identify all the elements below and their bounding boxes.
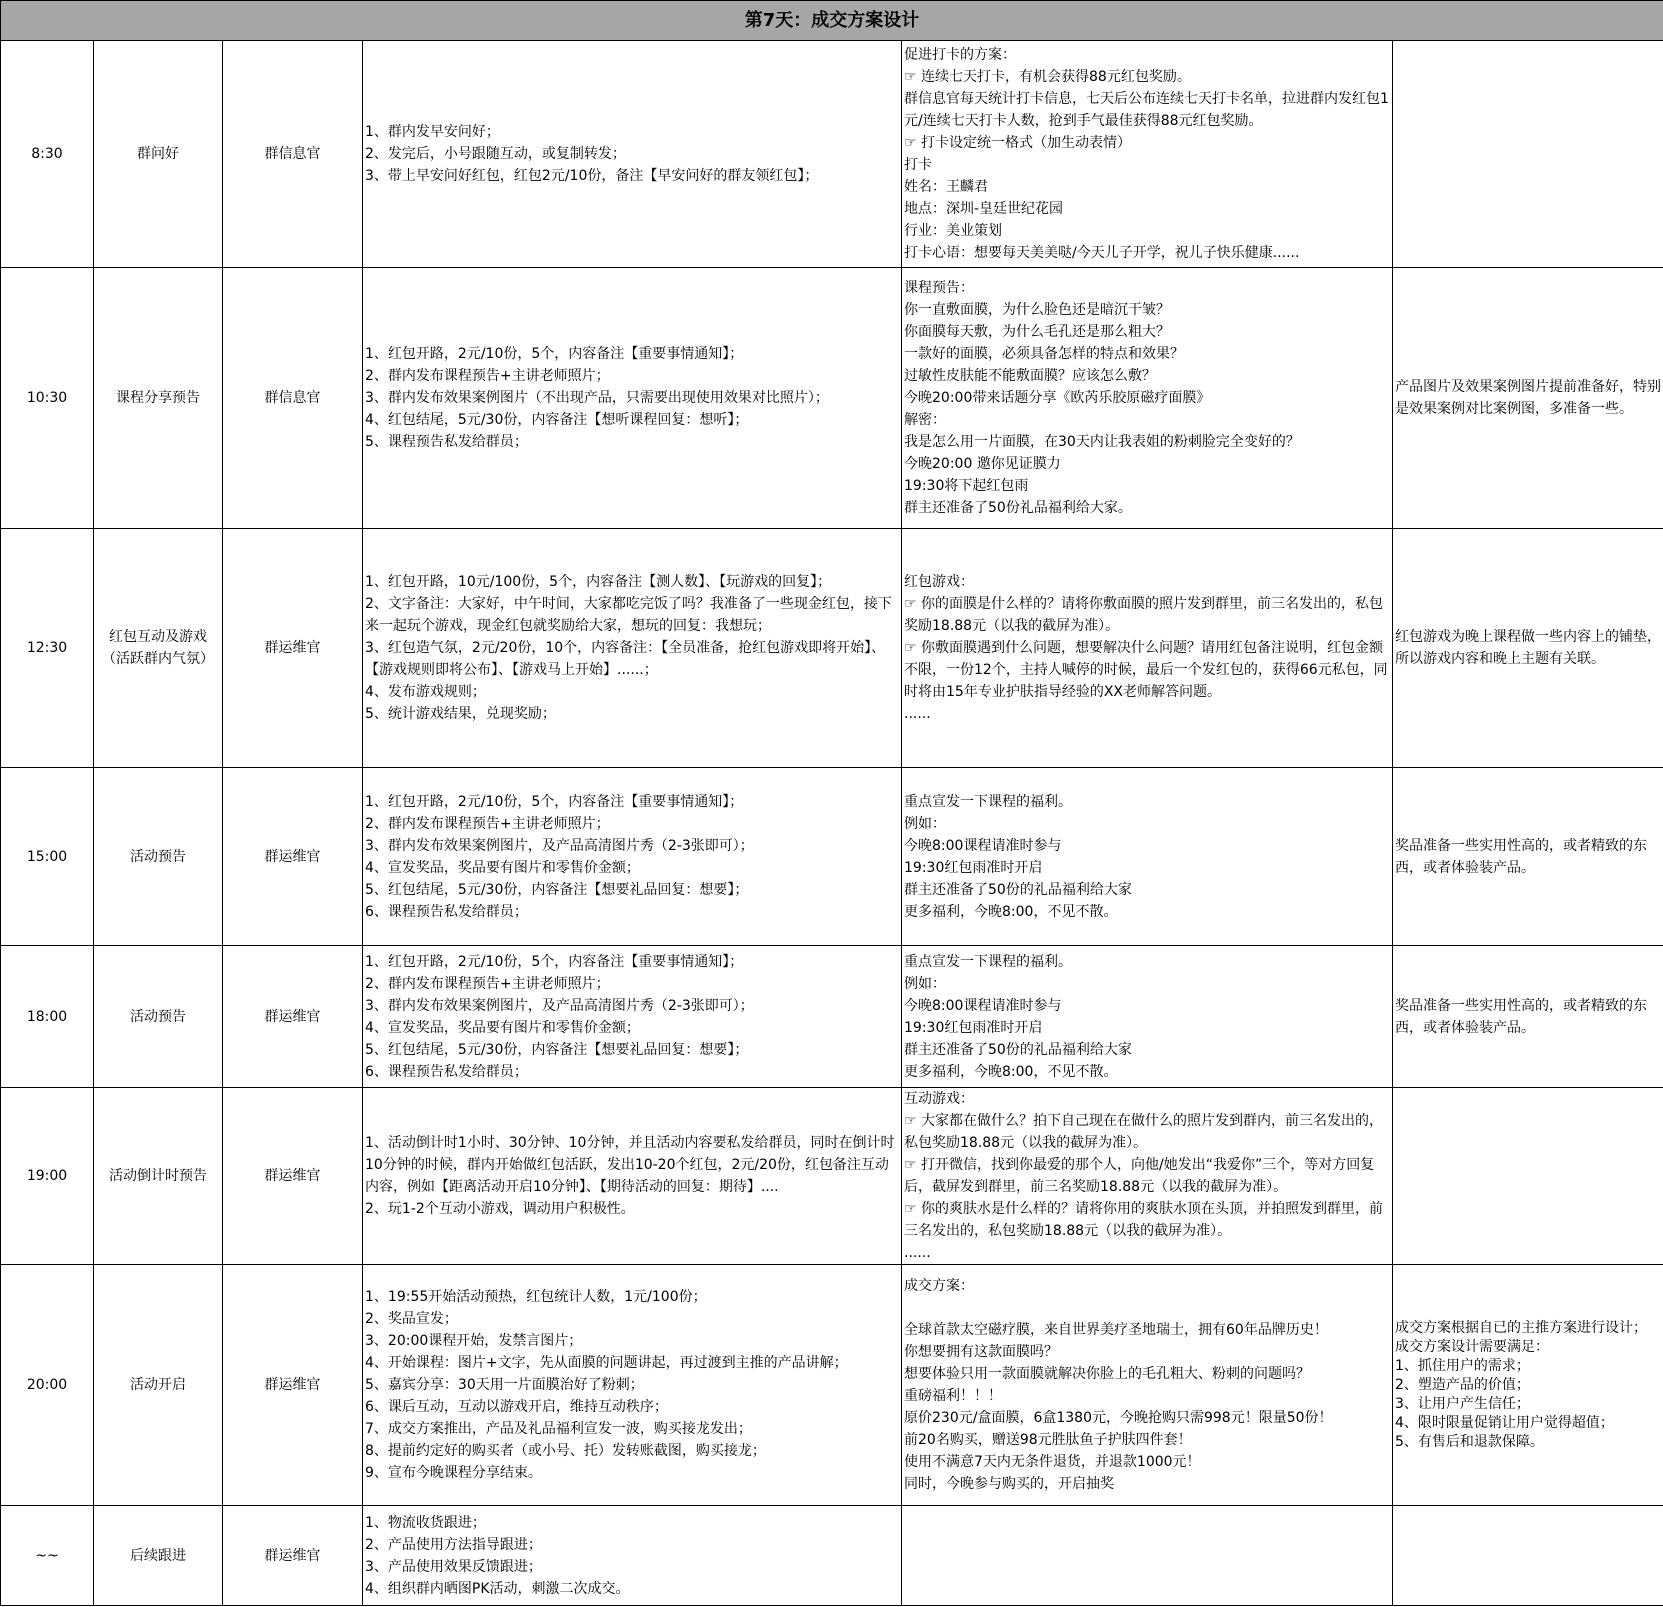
table-row bbox=[1, 529, 1663, 768]
time-cell[interactable]: 8:30 bbox=[1, 41, 94, 268]
topic-cell[interactable]: 活动开启 bbox=[94, 1265, 223, 1506]
actions-cell[interactable]: 1、19:55开始活动预热，红包统计人数，1元/100份； 2、奖品宣发； 3、20:00课程开始，发禁言图片； 4、开始课程：图片+文字，先从面膜的问题讲起，再过渡到主推的产品讲解； 5、嘉宾分享：30天用一片面膜治好了粉刺； 6、课后互动，互动以游戏开启，维持互动秩序； 7、成交方案推出，产品及礼品福利宣发一波，购买接龙发出； 8、提前约定好的购买者（或小号、托）发转账截图，购买接龙； 9、宣布今晚课程分享结束。 bbox=[363, 1265, 902, 1506]
actions-cell[interactable]: 1、红包开路，2元/10份，5个，内容备注【重要事情通知】； 2、群内发布课程预告+主讲老师照片； 3、群内发布效果案例图片，及产品高清图片秀（2-3张即可）； 4、宣发奖品，奖品要有图片和零售价金额； 5、红包结尾，5元/30份，内容备注【想要礼品回复：想要】； 6、课程预告私发给群员； bbox=[363, 768, 902, 946]
actions-cell[interactable]: 1、红包开路，2元/10份，5个，内容备注【重要事情通知】； 2、群内发布课程预告+主讲老师照片； 3、群内发布效果案例图片（不出现产品，只需要出现使用效果对比照片）； 4、红包结尾，5元/30份，内容备注【想听课程回复：想听】； 5、课程预告私发给群员； bbox=[363, 268, 902, 529]
actions-cell[interactable]: 1、活动倒计时1小时、30分钟、10分钟，并且活动内容要私发给群员，同时在倒计时10分钟的时候，群内开始做红包活跃，发出10-20个红包，2元/20份，红包备注互动内容，例如【距离活动开启10分钟】、【期待活动的回复：期待】.... 2、玩1-2个互动小游戏，调动用户积极性。 bbox=[363, 1088, 902, 1265]
table-row bbox=[1, 768, 1663, 946]
time-cell[interactable]: 15:00 bbox=[1, 768, 94, 946]
role-cell[interactable]: 群运维官 bbox=[223, 946, 363, 1088]
topic-cell[interactable]: 课程分享预告 bbox=[94, 268, 223, 529]
table-row bbox=[1, 1506, 1663, 1606]
time-cell[interactable]: 20:00 bbox=[1, 1265, 94, 1506]
content-cell[interactable]: 红包游戏： ☞ 你的面膜是什么样的？请将你敷面膜的照片发到群里，前三名发出的，私包奖励18.88元（以我的截屏为准）。 ☞ 你敷面膜遇到什么问题，想要解决什么问题？请用红包备注说明，红包金额不限，一份12个，主持人喊停的时候，最后一个发红包的，获得66元私包，同时将由15年专业护肤指导经验的XX老师解答问题。 ...... bbox=[902, 529, 1393, 768]
note-cell[interactable]: 奖品准备一些实用性高的，或者精致的东西，或者体验装产品。 bbox=[1393, 946, 1663, 1088]
time-cell[interactable]: 12:30 bbox=[1, 529, 94, 768]
role-cell[interactable]: 群运维官 bbox=[223, 529, 363, 768]
actions-cell[interactable]: 1、红包开路，2元/10份，5个，内容备注【重要事情通知】； 2、群内发布课程预告+主讲老师照片； 3、群内发布效果案例图片，及产品高清图片秀（2-3张即可）； 4、宣发奖品，奖品要有图片和零售价金额； 5、红包结尾，5元/30份，内容备注【想要礼品回复：想要】； 6、课程预告私发给群员； bbox=[363, 946, 902, 1088]
table-row bbox=[1, 946, 1663, 1088]
topic-cell[interactable]: 活动预告 bbox=[94, 946, 223, 1088]
title-row bbox=[1, 1, 1663, 41]
actions-cell[interactable]: 1、物流收货跟进； 2、产品使用方法指导跟进； 3、产品使用效果反馈跟进； 4、组织群内晒图PK活动，刺激二次成交。 bbox=[363, 1506, 902, 1606]
table-row bbox=[1, 41, 1663, 268]
note-cell[interactable] bbox=[1393, 41, 1663, 268]
topic-cell[interactable]: 活动预告 bbox=[94, 768, 223, 946]
content-cell[interactable]: 成交方案： 全球首款太空磁疗膜，来自世界美疗圣地瑞士，拥有60年品牌历史！ 你想要拥有这款面膜吗？ 想要体验只用一款面膜就解决你脸上的毛孔粗大、粉刺的问题吗？ 重磅福利！！！ 原价230元/盒面膜，6盒1380元，今晚抢购只需998元！限量50份！ 前20名购买，赠送98元胜肽鱼子护肤四件套！ 使用不满意7天内无条件退货，并退款1000元！ 同时，今晚参与购买的，开启抽奖 bbox=[902, 1265, 1393, 1506]
content-cell[interactable] bbox=[902, 1506, 1393, 1606]
role-cell[interactable]: 群运维官 bbox=[223, 1265, 363, 1506]
actions-cell[interactable]: 1、群内发早安问好； 2、发完后，小号跟随互动，或复制转发； 3、带上早安问好红包，红包2元/10份，备注【早安问好的群友领红包】； bbox=[363, 41, 902, 268]
role-cell[interactable]: 群信息官 bbox=[223, 41, 363, 268]
actions-cell[interactable]: 1、红包开路，10元/100份，5个，内容备注【测人数】、【玩游戏的回复】； 2、文字备注：大家好，中午时间，大家都吃完饭了吗？我准备了一些现金红包，接下来一起玩个游戏，现金红包就奖励给大家，想玩的回复：我想玩； 3、红包造气氛，2元/20份，10个，内容备注：【全员准备，抢红包游戏即将开始】、【游戏规则即将公布】、【游戏马上开始】......； 4、发布游戏规则； 5、统计游戏结果，兑现奖励； bbox=[363, 529, 902, 768]
content-cell[interactable]: 重点宣发一下课程的福利。 例如： 今晚8:00课程请准时参与 19:30红包雨准时开启 群主还准备了50份的礼品福利给大家 更多福利，今晚8:00，不见不散。 bbox=[902, 946, 1393, 1088]
table-row bbox=[1, 1088, 1663, 1265]
topic-cell[interactable]: 后续跟进 bbox=[94, 1506, 223, 1606]
role-cell[interactable]: 群运维官 bbox=[223, 768, 363, 946]
table-row bbox=[1, 1265, 1663, 1506]
note-cell[interactable]: 产品图片及效果案例图片提前准备好，特别是效果案例对比案例图，多准备一些。 bbox=[1393, 268, 1663, 529]
note-cell[interactable] bbox=[1393, 1506, 1663, 1606]
topic-cell[interactable]: 红包互动及游戏 （活跃群内气氛） bbox=[94, 529, 223, 768]
content-cell[interactable]: 重点宣发一下课程的福利。 例如： 今晚8:00课程请准时参与 19:30红包雨准时开启 群主还准备了50份的礼品福利给大家 更多福利，今晚8:00，不见不散。 bbox=[902, 768, 1393, 946]
content-cell[interactable]: 互动游戏： ☞ 大家都在做什么？拍下自己现在在做什么的照片发到群内，前三名发出的，私包奖励18.88元（以我的截屏为准）。 ☞ 打开微信，找到你最爱的那个人，向他/她发出“我爱你”三个，等对方回复后，截屏发到群里，前三名奖励18.88元（以我的截屏为准）。 ☞ 你的爽肤水是什么样的？请将你用的爽肤水顶在头顶，并拍照发到群里，前三名发出的，私包奖励18.88元（以我的截屏为准）。 ...... bbox=[902, 1088, 1393, 1265]
table-row bbox=[1, 268, 1663, 529]
note-cell[interactable]: 红包游戏为晚上课程做一些内容上的铺垫，所以游戏内容和晚上主题有关联。 bbox=[1393, 529, 1663, 768]
time-cell[interactable]: 18:00 bbox=[1, 946, 94, 1088]
content-cell[interactable]: 促进打卡的方案： ☞ 连续七天打卡，有机会获得88元红包奖励。 群信息官每天统计打卡信息，七天后公布连续七天打卡名单，拉进群内发红包1元/连续七天打卡人数，抢到手气最佳获得88元红包奖励。 ☞ 打卡设定统一格式（加生动表情） 打卡 姓名：王麟君 地点：深圳-皇廷世纪花园 行业：美业策划 打卡心语：想要每天美美哒/今天儿子开学，祝儿子快乐健康...... bbox=[902, 41, 1393, 268]
role-cell[interactable]: 群运维官 bbox=[223, 1088, 363, 1265]
time-cell[interactable]: ~~ bbox=[1, 1506, 94, 1606]
topic-cell[interactable]: 活动倒计时预告 bbox=[94, 1088, 223, 1265]
role-cell[interactable]: 群运维官 bbox=[223, 1506, 363, 1606]
topic-cell[interactable]: 群问好 bbox=[94, 41, 223, 268]
content-cell[interactable]: 课程预告： 你一直敷面膜，为什么脸色还是暗沉干皱？ 你面膜每天敷，为什么毛孔还是那么粗大？ 一款好的面膜，必须具备怎样的特点和效果？ 过敏性皮肤能不能敷面膜？应该怎么敷？ 今晚20:00带来话题分享《欧芮乐胶原磁疗面膜》 解密： 我是怎么用一片面膜，在30天内让我表姐的粉刺脸完全变好的？ 今晚20:00 邀你见证膜力 19:30将下起红包雨 群主还准备了50份礼品福利给大家。 bbox=[902, 268, 1393, 529]
note-cell[interactable]: 成交方案根据自已的主推方案进行设计； 成交方案设计需要满足： 1、抓住用户的需求； 2、塑造产品的价值； 3、让用户产生信任； 4、限时限量促销让用户觉得超值； 5、有售后和退款保障。 bbox=[1393, 1265, 1663, 1506]
note-cell[interactable] bbox=[1393, 1088, 1663, 1265]
role-cell[interactable]: 群信息官 bbox=[223, 268, 363, 529]
time-cell[interactable]: 19:00 bbox=[1, 1088, 94, 1265]
sheet-title: 第7天：成交方案设计 bbox=[1, 1, 1663, 41]
note-cell[interactable]: 奖品准备一些实用性高的，或者精致的东西，或者体验装产品。 bbox=[1393, 768, 1663, 946]
time-cell[interactable]: 10:30 bbox=[1, 268, 94, 529]
